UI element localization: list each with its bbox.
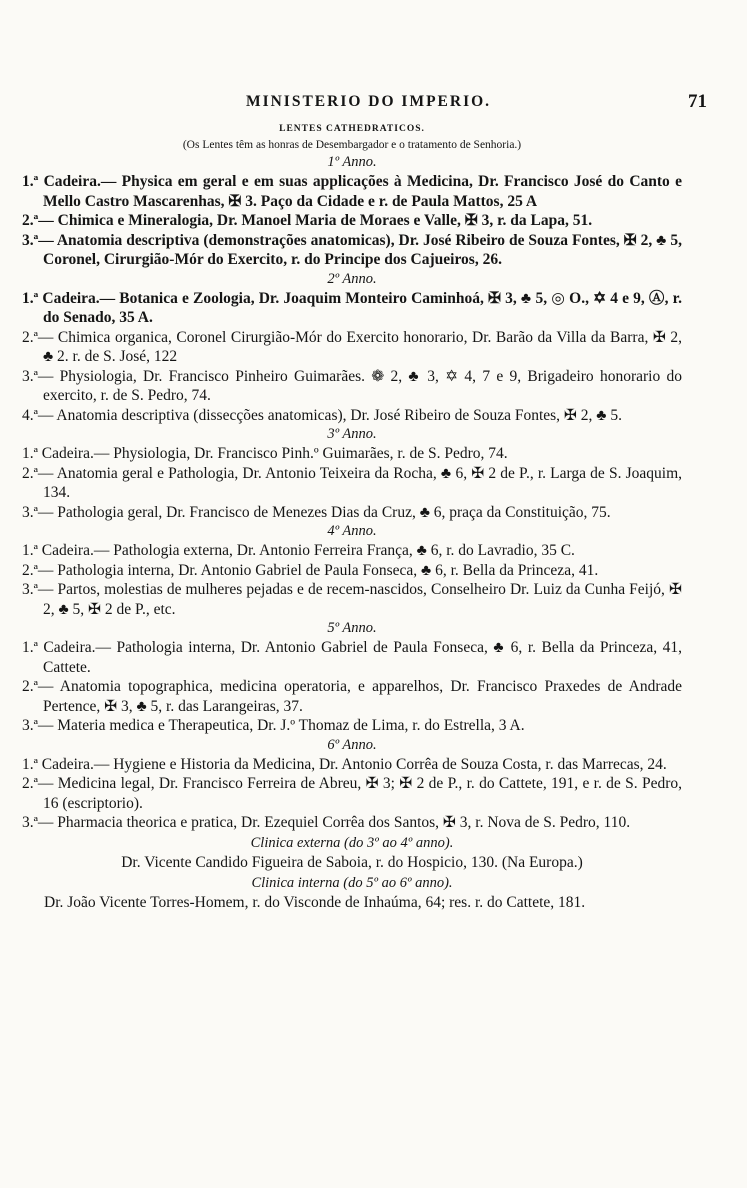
chair-entry: 2.ª— Chimica organica, Coronel Cirurgião-Mór do Exercito honorario, Dr. Barão da Villa da Barra, ✠ 2, ♣ 2. r. de S. José, 122 (22, 328, 682, 365)
section-note: (Os Lentes têm as honras de Desembargador e o tratamento de Senhoria.) (182, 139, 522, 151)
chair-entry: 1.ª Cadeira.— Hygiene e Historia da Medicina, Dr. Antonio Corrêa de Souza Costa, r. das Marrecas, 24. (22, 755, 667, 773)
chair-entry: 2.ª— Chimica e Mineralogia, Dr. Manoel Maria de Moraes e Valle, ✠ 3, r. da Lapa, 51. (22, 212, 593, 229)
chair-entry: 1.ª Cadeira.— Physiologia, Dr. Francisco Pinh.º Guimarães, r. de S. Pedro, 74. (22, 445, 508, 462)
year-heading: 4º Anno. (327, 523, 377, 539)
running-title: MINISTERIO DO IMPERIO. (245, 93, 492, 110)
clinic-entry: Dr. Vicente Candido Figueira de Saboia, r. do Hospicio, 130. (Na Europa.) (121, 853, 583, 871)
clinic-heading: Clinica interna (do 5º ao 6º anno). (251, 874, 453, 891)
chair-entry: 3.ª— Physiologia, Dr. Francisco Pinheiro Guimarães. ❁ 2, ♣ 3, ✡ 4, 7 e 9, Brigadeiro honorario do exercito, r. de S. Pedro, 74. (22, 367, 682, 404)
year-heading: 1º Anno. (327, 154, 377, 170)
section-title: LENTES CATHEDRATICOS. (279, 124, 425, 134)
chair-entry: 3.ª— Pharmacia theorica e pratica, Dr. Ezequiel Corrêa dos Santos, ✠ 3, r. Nova de S. Pedro, 110. (22, 814, 631, 831)
year-heading: 6º Anno. (327, 736, 377, 753)
clinic-entry: Dr. João Vicente Torres-Homem, r. do Visconde de Inhaúma, 64; res. r. do Cattete, 181. (44, 893, 586, 911)
chair-entry: 4.ª— Anatomia descriptiva (dissecções anatomicas), Dr. José Ribeiro de Souza Fontes, ✠ 2, ♣ 5. (22, 406, 622, 424)
chair-entry: 1.ª Cadeira.— Physica em geral e em suas applicações à Medicina, Dr. Francisco José do Canto e Mello Castro Mascarenhas, ✠ 3. Paço da Cidade e r. de Paula Mattos, 25 A (22, 173, 682, 210)
chair-entry: 2.ª— Pathologia interna, Dr. Antonio Gabriel de Paula Fonseca, ♣ 6, r. Bella da Princeza, 41. (22, 561, 599, 579)
chair-entry: 2.ª— Anatomia topographica, medicina operatoria, e apparelhos, Dr. Francisco Praxedes de Andrade Pertence, ✠ 3, ♣ 5, r. das Larangeiras, 37. (22, 678, 682, 715)
year-heading: 3º Anno. (327, 426, 377, 442)
clinic-heading: Clinica externa (do 3º ao 4º anno). (250, 834, 454, 851)
chair-entry: 2.ª— Anatomia geral e Pathologia, Dr. Antonio Teixeira da Rocha, ♣ 6, ✠ 2 de P., r. Larga de S. Joaquim, 134. (22, 464, 682, 501)
page-number: 71 (688, 91, 707, 112)
chair-entry: 1.ª Cadeira.— Pathologia externa, Dr. Antonio Ferreira França, ♣ 6, r. do Lavradio, 35 C. (22, 542, 575, 559)
chair-entry: 1.ª Cadeira.— Botanica e Zoologia, Dr. Joaquim Monteiro Caminhoá, ✠ 3, ♣ 5, ◎ O., ✡ 4 e 9, Ⓐ, r. do Senado, 35 A. (22, 289, 682, 326)
chair-entry: 1.ª Cadeira.— Pathologia interna, Dr. Antonio Gabriel de Paula Fonseca, ♣ 6, r. Bella da Princeza, 41, Cattete. (22, 639, 682, 676)
year-heading: 2º Anno. (327, 270, 377, 287)
chair-entry: 3.ª— Anatomia descriptiva (demonstrações anatomicas), Dr. José Ribeiro de Souza Fontes, ✠ 2, ♣ 5, Coronel, Cirurgião-Mór do Exercito, r. do Principe dos Cajueiros, 26. (22, 231, 682, 268)
chair-entry: 3.ª— Partos, molestias de mulheres pejadas e de recem-nascidos, Conselheiro Dr. Luiz da Cunha Feijó, ✠ 2, ♣ 5, ✠ 2 de P., etc. (22, 581, 682, 618)
page-content (22, 122, 682, 913)
chair-entry: 3.ª— Materia medica e Therapeutica, Dr. J.º Thomaz de Lima, r. do Estrella, 3 A. (22, 717, 525, 734)
year-heading: 5º Anno. (327, 620, 377, 636)
chair-entry: 3.ª— Pathologia geral, Dr. Francisco de Menezes Dias da Cruz, ♣ 6, praça da Constituição, 75. (22, 503, 611, 521)
chair-entry: 2.ª— Medicina legal, Dr. Francisco Ferreira de Abreu, ✠ 3; ✠ 2 de P., r. do Cattete, 191, e r. de S. Pedro, 16 (escriptorio). (22, 775, 682, 812)
page-header (30, 93, 707, 117)
